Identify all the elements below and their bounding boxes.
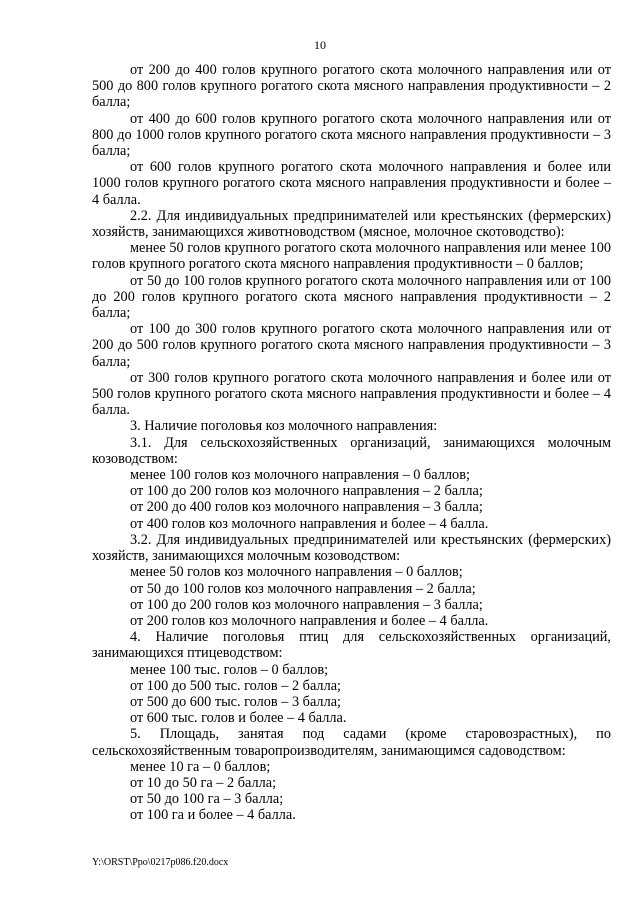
paragraph-27: от 10 до 50 га – 2 балла; bbox=[130, 774, 277, 791]
paragraph-8: от 300 голов крупного рогатого скота молочного направления и более или от 500 голов крупного рогатого скота мясного направления продуктивности и более – 4 балла. bbox=[92, 369, 611, 419]
paragraph-14: от 400 голов коз молочного направления и более – 4 балла. bbox=[130, 515, 489, 532]
paragraph-25: 5. Площадь, занятая под садами (кроме старовозрастных), по сельскохозяйственным товаропроизводителям, занимающимся садоводством: bbox=[92, 726, 611, 759]
paragraph-2: от 400 до 600 голов крупного рогатого скота молочного направления или от 800 до 1000 голов крупного рогатого скота мясного направления продуктивности – 3 балла; bbox=[92, 110, 611, 160]
paragraph-3: от 600 голов крупного рогатого скота молочного направления и более или 1000 голов крупного рогатого скота мясного направления продуктивности и более – 4 балла. bbox=[92, 159, 611, 208]
paragraph-29: от 100 га и более – 4 балла. bbox=[130, 807, 296, 824]
paragraph-4: 2.2. Для индивидуальных предпринимателей или крестьянских (фермерских) хозяйств, занимающихся животноводством (мясное, молочное скотоводство): bbox=[92, 207, 611, 241]
paragraph-23: от 500 до 600 тыс. голов – 3 балла; bbox=[130, 693, 342, 710]
paragraph-28: от 50 до 100 га – 3 балла; bbox=[130, 791, 284, 808]
paragraph-10: 3.1. Для сельскохозяйственных организаций, занимающихся молочным козоводством: bbox=[92, 434, 611, 467]
paragraph-17: от 50 до 100 голов коз молочного направления – 2 балла; bbox=[130, 580, 476, 597]
paragraph-11: менее 100 голов коз молочного направления – 0 баллов; bbox=[130, 467, 470, 484]
file-path-footer: Y:\ORST\Ppo\0217p086.f20.docx bbox=[92, 857, 229, 868]
paragraph-21: менее 100 тыс. голов – 0 баллов; bbox=[130, 661, 329, 678]
paragraph-6: от 50 до 100 голов крупного рогатого скота молочного направления или от 100 до 200 голов крупного рогатого скота мясного направления продуктивности – 2 балла; bbox=[92, 272, 611, 322]
paragraph-1: от 200 до 400 голов крупного рогатого скота молочного направления или от 500 до 800 голов крупного рогатого скота мясного направления продуктивности – 2 балла; bbox=[92, 62, 611, 111]
paragraph-13: от 200 до 400 голов коз молочного направления – 3 балла; bbox=[130, 499, 483, 516]
paragraph-7: от 100 до 300 голов крупного рогатого скота молочного направления или от 200 до 500 голов крупного рогатого скота мясного направления продуктивности – 3 балла; bbox=[92, 321, 611, 370]
paragraph-20: 4. Наличие поголовья птиц для сельскохозяйственных организаций, занимающихся птицеводством: bbox=[92, 629, 611, 662]
paragraph-5: менее 50 голов крупного рогатого скота молочного направления или менее 100 голов крупного рогатого скота мясного направления продуктивности – 0 баллов; bbox=[92, 240, 611, 273]
paragraph-16: менее 50 голов коз молочного направления – 0 баллов; bbox=[130, 564, 463, 581]
paragraph-18: от 100 до 200 голов коз молочного направления – 3 балла; bbox=[130, 596, 483, 613]
paragraph-24: от 600 тыс. голов и более – 4 балла. bbox=[130, 710, 347, 727]
paragraph-9: 3. Наличие поголовья коз молочного направления: bbox=[130, 418, 438, 435]
paragraph-15: 3.2. Для индивидуальных предпринимателей или крестьянских (фермерских) хозяйств, занимающихся молочным козоводством: bbox=[92, 531, 611, 565]
paragraph-26: менее 10 га – 0 баллов; bbox=[130, 758, 271, 775]
paragraph-19: от 200 голов коз молочного направления и более – 4 балла. bbox=[130, 612, 489, 629]
paragraph-22: от 100 до 500 тыс. голов – 2 балла; bbox=[130, 677, 342, 694]
page-number: 10 bbox=[314, 38, 326, 52]
document-body bbox=[92, 62, 611, 824]
paragraph-12: от 100 до 200 голов коз молочного направления – 2 балла; bbox=[130, 483, 483, 500]
